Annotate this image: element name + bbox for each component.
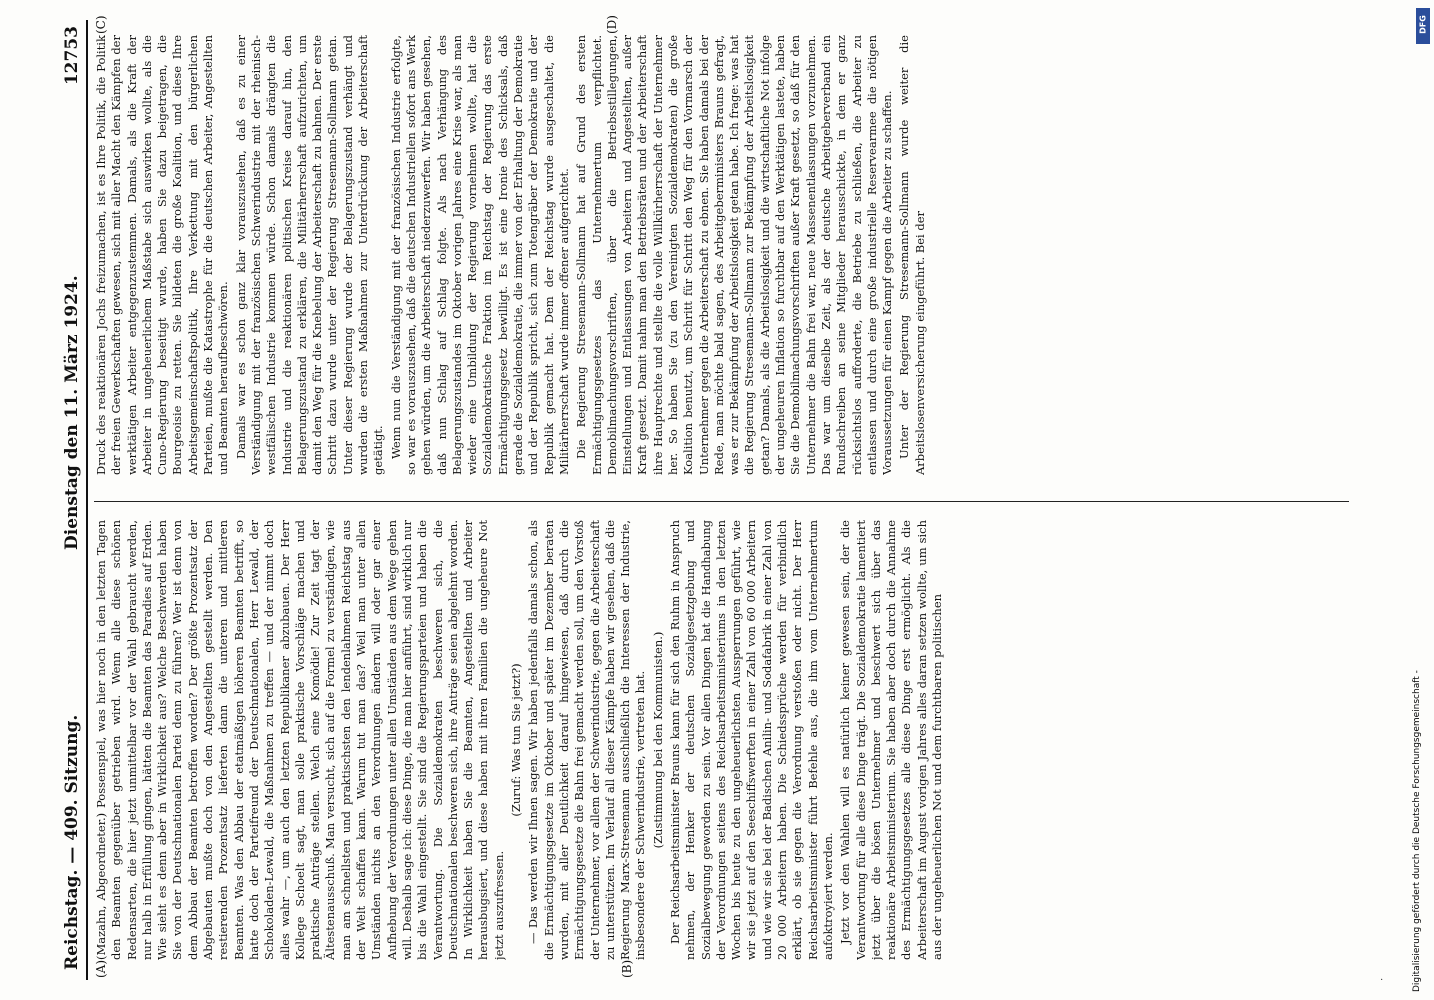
paragraph: Jetzt vor den Wahlen will es natürlich keiner gewesen sein, der die Verantwortung für alle diese Dinge trägt. Die Sozialdemokratie lamentiert jetzt über die bösen Unternehmer und beschwert sich über das reaktionäre Arbeitsministerium. Sie haben aber doch durch die Annahme des Ermächtigungsgesetzes alle diese Dinge erst ermöglicht. Als die Arbeiterschaft im August vorigen Jahres alles daran setzen wollte, um sich aus der ungeheuerlichen Not und dem furchtbaren politischen [838,520,945,960]
paragraph: Unter der Regierung Stresemann-Sollmann wurde weiter die Arbeitslosenversicherung eingeführt. Bei der [897,35,927,475]
paragraph: Der Reichsarbeitsminister Brauns kann für sich den Ruhm in Anspruch nehmen, der Henker der deutschen Sozialgesetzgebung und Sozialbewegung geworden zu sein. Vor allen Dingen hat die Handhabung der Verordnungen seitens des Reichsarbeitsministeriums in den letzten Wochen bis heute zu den ungeheuerlichsten Aussperrungen geführt, wie wir sie jetzt auf den Seeschiffswerften in einer Zahl von 60 000 Arbeitern und wie wir sie bei der Badischen Anilin- und Sodafabrik in einer Zahl von 20 000 Arbeitern haben. Die Schiedssprüche werden für verbindlich erklärt, ob sie gegen die Verordnung verstoßen oder nicht. Der Herr Reichsarbeitsminister führt Befehle aus, die ihm vom Unternehmertum aufoktroyiert werden. [667,520,835,960]
header-left: Reichstag. — 409. Sitzung. [62,714,82,970]
dfg-logo-text: DFG [1418,15,1428,34]
digitization-note: Digitalisierung gefördert durch die Deutsche Forschungsgemeinschaft - [1412,670,1422,992]
corner-mark: · [1380,975,1384,986]
header-rule [86,20,88,980]
paragraph: — Das werden wir Ihnen sagen. Wir haben jedenfalls damals schon, als die Ermächtigungsgesetze im Oktober und später im Dezember beraten wurden, mit aller Deutlichkeit darauf hingewiesen, daß durch die Ermächtigungsgesetze die Bahn frei gemacht werden soll, um den Vorstoß der Unternehmer, vor allem der Schwerindustrie, gegen die Arbeiterschaft zu unterstützen. Im Verlauf all dieser Kämpfe haben wir gesehen, daß die Regierung Marx-Stresemann ausschließlich die Interessen der Industrie, insbesondere der Schwerindustrie, vertreten hat. [526,520,648,960]
dfg-logo [1416,8,1430,44]
paragraph: Wenn nun die Verständigung mit der französischen Industrie erfolgte, so war es vorauszusehen, daß die deutschen Industriellen sofort ans Werk gehen würden, um die Arbeiterschaft niederzuwerfen. Wir haben gesehen, daß nun Schlag auf Schlag folgte. Als nach Verhängung des Belagerungszustandes im Oktober vorigen Jahres eine Krise war, als man wieder eine Umbildung der Regierung vornehmen wollte, hat die Sozialdemokratische Fraktion im Reichstag der Regierung das erste Ermächtigungsgesetz bewilligt. Es ist eine Ironie des Schicksals, daß gerade die Sozialdemokratie, die immer von der Erhaltung der Demokratie und der Republik spricht, sich zum Totengräber der Demokratie und der Republik gemacht hat. Dem der Reichstag wurde ausgeschaltet, die Militärherrschaft wurde immer offener aufgerichtet. [388,35,571,475]
interjection: (Zustimmung bei den Kommunisten.) [650,631,665,849]
rotated-page [60,15,1420,980]
marker-b: (B) [620,959,634,978]
column-divider [94,501,1349,502]
marker-a: (A) [94,959,108,978]
paragraph: Druck des reaktionären Jochs freizumachen, ist es Ihre Politik, die Politik der freien Gewerkschaften gewesen, sich mit aller Macht den Kämpfen der werktätigen Arbeiter entgegenzustemmen. Damals, als die Kraft der Arbeiter in ungeheuerlichem Maßstabe sich auswirken wollte, als die Cuno-Regierung beseitigt wurde, haben Sie dazu beigetragen, die Bourgeoisie zu retten. Sie bildeten die große Koalition, und diese Ihre Arbeitsgemeinschaftspolitik, Ihre Verkettung mit den bürgerlichen Parteien, mußte die Katastrophe für die deutschen Arbeiter, Angestellten und Beamten heraufbeschwören. [94,35,231,475]
marker-c: (C) [94,15,108,34]
interjection: (Zuruf: Was tun Sie jetzt?) [509,663,524,817]
page-number: 12753 [62,26,82,86]
header-date: Dienstag den 11. März 1924. [62,275,82,550]
left-column [94,520,1349,960]
page-header [60,20,86,980]
paragraph: (Mazahn, Abgeordneter.) Possenspiel, was hier noch in den letzten Tagen den Beamten gegenüber getrieben wird. Wenn alle diese schönen Redensarten, die hier jetzt unmittelbar vor der Wahl gebraucht werden, nur halb in Erfüllung gingen, hätten die Beamten das Paradies auf Erden. Wie sieht es denn aber in Wirklichkeit aus? Welche Beschwerden haben Sie von der Deutschnationalen Partei denn zu führen? Wer ist denn von dem Abbau der Beamten betroffen worden? Der größte Prozentsatz der Abgebauten mußte doch von den Angestellten gestellt werden. Den restierenden Prozentsatz lieferten dann die unteren und mittleren Beamten. Was den Abbau der etatmäßigen höheren Beamten betrifft, so hatte doch der Parteifreund der Deutschnationalen, Herr Lewald, der Schokoladen-Lewald, die Maßnahmen zu treffen — und der nimmt doch alles wahr —, um auch den letzten Republikaner abzubauen. Der Herr Kollege Schoelt sagt, man solle praktische Vorschläge machen und praktische Anträge stellen. Welch eine Komödie! Zur Zeit tagt der Ältestenausschuß. Man versucht, sich auf die Formel zu verständigen, wie man am schnellsten und praktischsten den lendenlahmen Reichstag aus der Welt schaffen kann. Warum tut man das? Weil man unter allen Umständen nichts an den Verordnungen ändern will oder gar einer Aufhebung der Verordnungen unter allen Umständen aus dem Wege gehen will. Deshalb sage ich: diese Dinge, die man hier anführt, sind wirklich nur bis die Wahl eingestellt. Sie sind die Regierungsparteien und haben die Verantwortung. Die Sozialdemokraten beschweren sich, die Deutschnationalen beschweren sich, ihre Anträge seien abgelehnt worden. In Wirklichkeit haben Sie die Beamten, Angestellten und Arbeiter herausbugsiert, und diese haben mit ihren Familien die ungeheure Not jetzt auszufressen. [94,520,506,960]
marker-d: (D) [605,15,619,34]
paragraph: Damals war es schon ganz klar vorauszusehen, daß es zu einer Verständigung mit der französischen Schwerindustrie mit der rheinisch-westfälischen Industrie kommen würde. Schon damals drängten die Industrie und die reaktionären politischen Kreise darauf hin, den Belagerungszustand zu erklären, die Militärherrschaft aufzurichten, um damit den Weg für die Knebelung der Arbeiterschaft zu bahnen. Der erste Schritt dazu wurde unter der Regierung Stresemann-Sollmann getan. Unter dieser Regierung wurde der Belagerungszustand verhängt und wurden die ersten Maßnahmen zur Unterdrückung der Arbeiterschaft getätigt. [233,35,386,475]
right-column [94,35,1349,475]
paragraph: Die Regierung Stresemann-Sollmann hat auf Grund des ersten Ermächtigungsgesetzes das Unternehmertum verpflichtet. Demobilmachungsvorschriften, über die Betriebsstillegungen, Einstellungen und Entlassungen von Arbeitern und Angestellten, außer Kraft gesetzt. Damit nahm man den Betriebsräten und der Arbeiterschaft ihre Hauptrechte und stellte die volle Willkürherrschaft der Unternehmer her. So haben Sie (zu den Vereinigten Sozialdemokraten) die große Koalition benutzt, um Schritt für Schritt den Weg für den Vormarsch der Unternehmer gegen die Arbeiterschaft zu ebnen. Sie haben damals bei der Rede, man möchte bald sagen, des Arbeitgeberministers Brauns gefragt, was er zur Bekämpfung der Arbeitslosigkeit getan habe. Ich frage: was hat die Regierung Stresemann-Sollmann zur Bekämpfung der Arbeitslosigkeit getan? Damals, als die Arbeitslosigkeit und die wirtschaftliche Not infolge der ungeheuren Inflation so furchtbar auf den Werktätigen lastete, haben Sie die Demobilmachungsvorschriften außer Kraft gesetzt, so daß für den Unternehmer die Bahn frei war, neue Massenentlassungen vorzunehmen. Das war um dieselbe Zeit, als der deutsche Arbeitgeberverband ein Rundschreiben an seine Mitglieder herausschickte, in dem er ganz rücksichtslos aufforderte, die Betriebe zu schließen, die Arbeiter zu entlassen und durch eine große industrielle Reservearmee die nötigen Voraussetzungen für einen Kampf gegen die Arbeiter zu schaffen. [574,35,895,475]
